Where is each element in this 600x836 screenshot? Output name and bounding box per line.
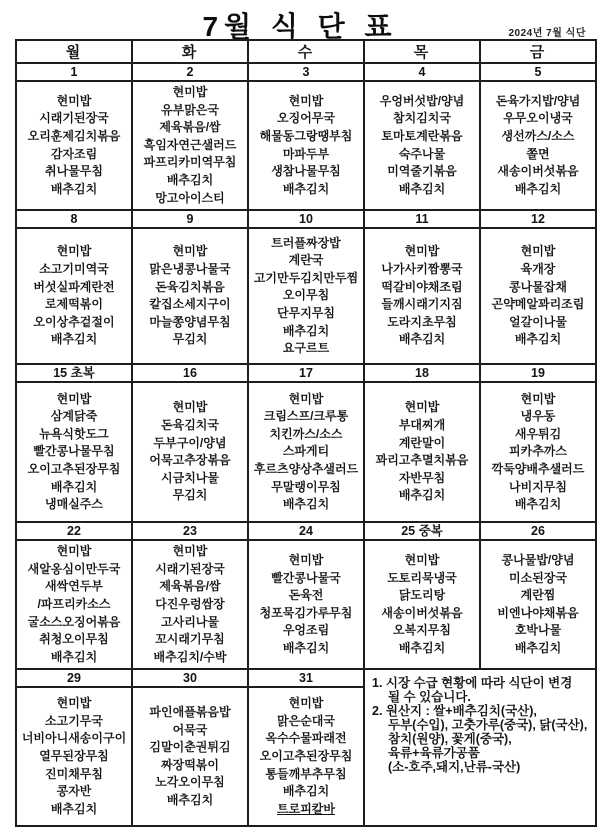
- date-cell: 15 초복: [16, 364, 132, 382]
- menu-item: 요구르트: [282, 341, 330, 356]
- menu-item: 맑은순대국: [277, 713, 335, 728]
- menu-item: 후르츠양상추샐러드: [253, 461, 359, 476]
- menu-table: [15, 39, 597, 827]
- menu-item: 배추김치: [166, 793, 214, 807]
- menu-item: 치킨까스/소스: [269, 426, 343, 441]
- menu-cell: [16, 540, 132, 669]
- date-cell: 25 중복: [364, 522, 480, 540]
- date-cell: 3: [248, 63, 364, 81]
- date-cell: 11: [364, 210, 480, 228]
- menu-item: 현미밥: [56, 244, 92, 259]
- menu-item: 현미밥: [56, 391, 92, 406]
- date-cell: 23: [132, 522, 248, 540]
- day-header-cell: 수: [248, 40, 364, 63]
- menu-item: 우엉조림: [282, 623, 330, 638]
- menu-item: 망고아이스티: [155, 190, 225, 205]
- menu-item: 현미밥: [288, 552, 324, 567]
- date-cell: 5: [480, 63, 596, 81]
- menu-item: 제육볶음/쌈: [159, 120, 221, 135]
- menu-item: 들깨시래기지짐: [381, 297, 463, 312]
- menu-item: 빨간콩나물무침: [33, 444, 115, 459]
- menu-item: 열무된장무침: [39, 749, 109, 764]
- date-cell: 9: [132, 210, 248, 228]
- menu-item: 돈육김치볶음: [155, 279, 225, 294]
- menu-item: 유부맑은국: [161, 102, 219, 117]
- menu-item: 숙주나물: [398, 146, 446, 161]
- menu-item: 도토리묵냉국: [387, 570, 457, 585]
- menu-item: 자반무침: [398, 470, 446, 485]
- menu-cell: [132, 228, 248, 364]
- menu-item: 배추김치: [50, 479, 98, 494]
- menu-item: 배추김치: [282, 181, 330, 196]
- menu-item: 계란국: [288, 253, 324, 268]
- menu-item: 짜장떡볶이: [161, 757, 219, 772]
- date-cell: 26: [480, 522, 596, 540]
- menu-cell: [364, 81, 480, 210]
- menu-row: [16, 540, 596, 669]
- menu-item: 고기만두김치만두찜: [253, 270, 359, 285]
- menu-item: 현미밥: [288, 696, 324, 711]
- menu-item: 생참나물무침: [271, 164, 341, 179]
- menu-item: 토마토계란볶음: [381, 128, 463, 143]
- menu-item: 콩자반: [56, 784, 92, 799]
- menu-item: 도라지초무침: [387, 314, 457, 329]
- menu-item: 깍둑양배추샐러드: [491, 461, 585, 476]
- menu-item: 제육볶음/쌈: [159, 579, 221, 594]
- menu-item: 스파게티: [282, 444, 330, 459]
- date-cell: 30: [132, 669, 248, 687]
- menu-row: [16, 228, 596, 364]
- menu-item: 쫄면: [526, 146, 550, 161]
- note-line: 육류+육류가공품: [388, 746, 480, 761]
- menu-item: 배추김치: [282, 323, 330, 338]
- menu-cell: [16, 687, 132, 826]
- menu-item: 비엔나야채볶음: [497, 605, 579, 620]
- menu-item: 새송이버섯볶음: [497, 164, 579, 179]
- menu-item: 육개장: [520, 261, 556, 276]
- menu-item: 소고기미역국: [39, 261, 109, 276]
- menu-item: 배추김치: [514, 497, 562, 512]
- menu-item: 떡갈비야채조림: [381, 279, 463, 294]
- menu-item: 배추김치: [398, 181, 446, 196]
- date-cell: 17: [248, 364, 364, 382]
- menu-item: 배추김치/수박: [153, 649, 227, 664]
- date-cell: 16: [132, 364, 248, 382]
- menu-item: 배추김치: [50, 649, 98, 664]
- menu-item: 너비아니새송이구이: [21, 731, 127, 746]
- menu-cell: [132, 687, 248, 826]
- menu-item: 진미채무침: [45, 766, 103, 781]
- menu-item: 배추김치: [514, 640, 562, 655]
- menu-item: 배추김치: [282, 497, 330, 512]
- menu-item: 새우튀김: [514, 426, 562, 441]
- menu-item: 시금치나물: [161, 470, 219, 485]
- day-header-cell: 월: [16, 40, 132, 63]
- menu-cell: [364, 228, 480, 364]
- menu-item: 파인애플볶음밥: [149, 705, 231, 720]
- menu-item: 무말랭이무침: [271, 479, 341, 494]
- menu-item: 새알옹심이만두국: [27, 561, 121, 576]
- menu-item: 시래기된장국: [39, 111, 109, 126]
- date-cell: 4: [364, 63, 480, 81]
- menu-item: 마파두부: [282, 146, 330, 161]
- menu-item: 배추김치: [50, 801, 98, 816]
- menu-item: 참치김치국: [393, 111, 451, 126]
- date-cell: 2: [132, 63, 248, 81]
- menu-item: 미소된장국: [509, 570, 567, 585]
- menu-item: 현미밥: [56, 93, 92, 108]
- menu-cell: [132, 382, 248, 522]
- menu-item: 배추김치: [282, 640, 330, 655]
- date-cell: 10: [248, 210, 364, 228]
- menu-item: 노각오이무침: [155, 775, 225, 790]
- menu-item: 배추김치: [398, 640, 446, 655]
- menu-item: 현미밥: [520, 244, 556, 259]
- menu-item: 콩나물잡채: [509, 279, 567, 294]
- menu-item: 해물동그랑땡부침: [259, 128, 353, 143]
- menu-item: 배추김치: [50, 181, 98, 196]
- menu-item: 현미밥: [172, 400, 208, 415]
- menu-cell: [364, 540, 480, 669]
- menu-cell: [16, 382, 132, 522]
- menu-item: 꼬시래기무침: [155, 632, 225, 647]
- menu-cell: [248, 687, 364, 826]
- day-header-row: [16, 40, 596, 63]
- menu-item: 파프리카미역무침: [143, 155, 237, 170]
- menu-item: 감자조림: [50, 146, 98, 161]
- menu-cell: [132, 81, 248, 210]
- date-row: [16, 669, 596, 687]
- menu-item: 얼갈이나물: [509, 314, 567, 329]
- corner-caption: 2024년 7월 식단: [508, 28, 586, 39]
- menu-item: 굴소스오징어볶음: [27, 614, 121, 629]
- menu-item: 청포묵김가루무침: [259, 605, 353, 620]
- menu-item: 오이상추겉절이: [33, 314, 115, 329]
- date-cell: 24: [248, 522, 364, 540]
- menu-item: 현미밥: [56, 544, 92, 559]
- date-row: [16, 522, 596, 540]
- menu-item: 흑임자연근샐러드: [143, 137, 237, 152]
- menu-item: 현미밥: [404, 244, 440, 259]
- menu-cell: [248, 382, 364, 522]
- menu-item: 소고기무국: [45, 713, 103, 728]
- menu-item: 현미밥: [172, 85, 208, 99]
- date-cell: 29: [16, 669, 132, 687]
- menu-item: 현미밥: [404, 400, 440, 415]
- menu-item: 통들깨부추무침: [265, 766, 347, 781]
- menu-item: 단무지무침: [277, 305, 335, 320]
- menu-item: 오리훈제김치볶음: [27, 128, 121, 143]
- date-cell: 8: [16, 210, 132, 228]
- menu-cell: [480, 228, 596, 364]
- menu-item: 크림스프/크루통: [263, 409, 349, 424]
- menu-item: 현미밥: [172, 244, 208, 259]
- menu-item: 돈육전: [288, 588, 324, 603]
- date-row: [16, 210, 596, 228]
- date-cell: 22: [16, 522, 132, 540]
- menu-item: 나가사키짬뽕국: [381, 261, 463, 276]
- menu-cell: [248, 228, 364, 364]
- menu-item: 배추김치: [514, 181, 562, 196]
- menu-item: 새싹연두부: [45, 579, 103, 594]
- menu-item: 맑은냉콩나물국: [149, 261, 231, 276]
- menu-item: 칼집소세지구이: [149, 297, 231, 312]
- menu-cell: [248, 81, 364, 210]
- menu-item: 냉우동: [520, 409, 556, 424]
- menu-row: [16, 382, 596, 522]
- menu-item: 마늘쫑양념무침: [149, 314, 231, 329]
- note-line: (소-호주,돼지,난류-국산): [388, 760, 521, 775]
- menu-item: 옥수수물파래전: [265, 731, 347, 746]
- menu-item: 현미밥: [288, 93, 324, 108]
- menu-item: 우무오이냉국: [503, 111, 573, 126]
- note-line: 두부(수입), 고춧가루(중국), 닭(국산),: [388, 718, 588, 733]
- menu-cell: [480, 382, 596, 522]
- menu-item: 나비지무침: [509, 479, 567, 494]
- menu-cell: [16, 228, 132, 364]
- menu-item: 빨간콩나물국: [271, 570, 341, 585]
- menu-item: 오징어무국: [277, 111, 335, 126]
- menu-item: 현미밥: [520, 391, 556, 406]
- menu-item: 호박나물: [514, 623, 562, 638]
- note-line: 1. 시장 수급 현황에 따라 식단이 변경: [372, 676, 573, 691]
- menu-item: 현미밥: [56, 696, 92, 711]
- menu-item: 오이고추된장무침: [27, 461, 121, 476]
- menu-item: 부대찌개: [398, 417, 446, 432]
- menu-item: 돈육김치국: [161, 417, 219, 432]
- date-cell: 12: [480, 210, 596, 228]
- menu-item: 현미밥: [404, 552, 440, 567]
- menu-item: 꽈리고추멸치볶음: [375, 453, 469, 468]
- date-cell: 19: [480, 364, 596, 382]
- menu-item: 냉매실주스: [45, 497, 103, 512]
- menu-item: 우엉버섯밥/양념: [379, 93, 465, 108]
- date-cell: 1: [16, 63, 132, 81]
- note-line: 참치(원양), 꽃게(중국),: [388, 732, 512, 747]
- menu-item: 미역줄기볶음: [387, 164, 457, 179]
- menu-item: 계란찜: [520, 588, 556, 603]
- menu-item: 고사리나물: [161, 614, 219, 629]
- menu-item: 삼계닭죽: [50, 409, 98, 424]
- menu-item: 트로피칼바: [277, 801, 335, 816]
- day-header-cell: 금: [480, 40, 596, 63]
- menu-item: 김말이춘권튀김: [149, 740, 231, 755]
- menu-item: 배추김치: [514, 332, 562, 347]
- day-header-cell: 화: [132, 40, 248, 63]
- menu-item: 곤약메알꽈리조림: [491, 297, 585, 312]
- menu-item: 뉴욕식핫도그: [39, 426, 109, 441]
- menu-item: 닭도리탕: [398, 588, 446, 603]
- menu-item: 무김치: [172, 332, 208, 347]
- note-line: 될 수 있습니다.: [388, 690, 471, 705]
- menu-item: 시래기된장국: [155, 561, 225, 576]
- date-cell: 31: [248, 669, 364, 687]
- menu-item: 다진우렁쌈장: [155, 596, 225, 611]
- menu-item: 배추김치: [398, 488, 446, 503]
- day-header-cell: 목: [364, 40, 480, 63]
- menu-item: 현미밥: [172, 544, 208, 559]
- note-line: 2. 원산지 : 쌀+배추김치(국산),: [372, 704, 537, 719]
- menu-item: 배추김치: [166, 172, 214, 187]
- menu-item: 트러플짜장밥: [271, 235, 341, 250]
- menu-cell: [480, 81, 596, 210]
- page-title: 7월 식 단 표: [202, 11, 398, 42]
- menu-item: 배추김치: [282, 784, 330, 799]
- menu-item: 어묵고추장볶음: [149, 453, 231, 468]
- menu-item: 계란말이: [398, 435, 446, 450]
- menu-item: 콩나물밥/양념: [501, 552, 575, 567]
- menu-row: [16, 81, 596, 210]
- menu-item: 피카추까스: [509, 444, 567, 459]
- date-row: [16, 364, 596, 382]
- menu-item: 생선까스/소스: [501, 128, 575, 143]
- menu-item: 버섯실파계란전: [33, 279, 115, 294]
- menu-cell: [16, 81, 132, 210]
- menu-item: 로제떡볶이: [45, 297, 103, 312]
- menu-item: 현미밥: [288, 391, 324, 406]
- menu-item: 배추김치: [398, 332, 446, 347]
- menu-cell: [364, 382, 480, 522]
- menu-cell: [248, 540, 364, 669]
- date-cell: 18: [364, 364, 480, 382]
- menu-item: 어묵국: [172, 722, 208, 737]
- menu-item: 취나물무침: [45, 164, 103, 179]
- menu-cell: [132, 540, 248, 669]
- menu-item: 오이무침: [282, 288, 330, 303]
- menu-item: /파프리카소스: [37, 596, 111, 611]
- menu-item: 오복지무침: [393, 623, 451, 638]
- menu-item: 오이고추된장무침: [259, 749, 353, 764]
- menu-item: 배추김치: [50, 332, 98, 347]
- menu-item: 무김치: [172, 488, 208, 503]
- notes-cell: [364, 669, 596, 826]
- menu-item: 돈육가지밥/양념: [495, 93, 581, 108]
- menu-item: 새송이버섯볶음: [381, 605, 463, 620]
- date-row: [16, 63, 596, 81]
- menu-cell: [480, 540, 596, 669]
- menu-item: 취청오이무침: [39, 632, 109, 647]
- menu-item: 두부구이/양념: [153, 435, 227, 450]
